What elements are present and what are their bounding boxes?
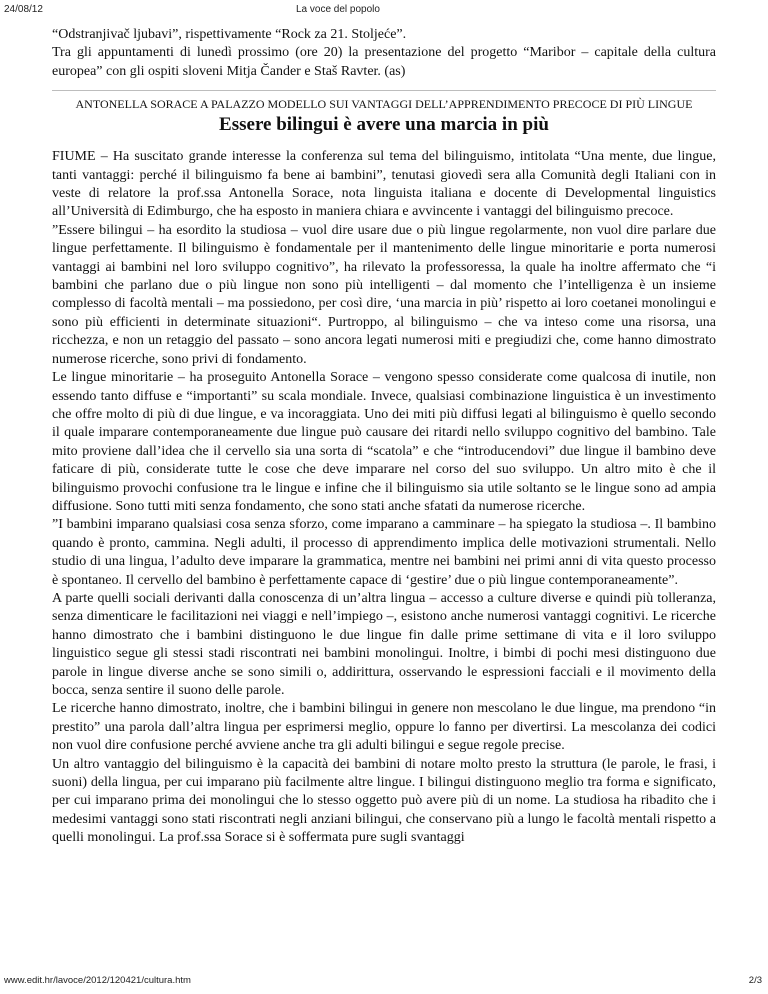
intro-paragraph-1: “Odstranjivač ljubavi”, rispettivamente “Rock za 21. Stoljeće”. xyxy=(52,27,407,42)
print-date: 24/08/12 xyxy=(4,4,43,15)
page-url: www.edit.hr/lavoce/2012/120421/cultura.htm xyxy=(4,975,191,986)
article-paragraph: ”Essere bilingui – ha esordito la studiosa – vuol dire usare due o più lingue regolarmente, non vuol dire parlare due lingue perfettamente. Il bilinguismo è fondamentale per il mantenimento delle lingue minoritarie e porta numerosi vantaggi ai bambini nel loro sviluppo cognitivo”, ha rilevato la professoressa, la quale ha inoltre affermato che “i bambini che parlano due o più lingue non sono più intelligenti – dal momento che l’intelligenza è un insieme complesso di facoltà mentali – ma possiedono, per così dire, ‘una marcia in più’ rispetto ai loro coetanei monolingui e sono più efficienti in determinate situazioni“. Purtroppo, al bilinguismo – che va inteso come una risorsa, una ricchezza, e non un retaggio del passato – sono ancora legati numerosi miti e pregiudizi che, come hanno dimostrato numerose ricerche, sono privi di fondamento. xyxy=(52,222,716,367)
page-content xyxy=(52,26,716,848)
article-kicker: ANTONELLA SORACE A PALAZZO MODELLO SUI VANTAGGI DELL’APPRENDIMENTO PRECOCE DI PIÙ LINGUE xyxy=(75,97,693,112)
article-paragraph: Le ricerche hanno dimostrato, inoltre, che i bambini bilingui in genere non mescolano le due lingue, ma prendono “in prestito” una parola dall’altra lingua per esprimersi meglio, oppure lo fanno per divertirsi. La mescolanza dei codici non vuol dire confusione perché avviene anche tra gli adulti bilingui e segue regole precise. xyxy=(52,701,716,754)
article-paragraph: FIUME – Ha suscitato grande interesse la conferenza sul tema del bilinguismo, intitolata “Una mente, due lingue, tanti vantaggi: perché il bilinguismo fa bene ai bambini”, tenutasi giovedì sera alla Comunità degli Italiani con in veste di relatore la prof.ssa Antonella Sorace, nota linguista italiana e docente di Developmental linguistics all’Università di Edimburgo, che ha esposto in maniera chiara e avvincente i vantaggi del bilinguismo precoce. xyxy=(52,149,716,220)
article-paragraph: Le lingue minoritarie – ha proseguito Antonella Sorace – vengono spesso considerate come qualcosa di inutile, non essendo tanto diffuse e “importanti” su scala mondiale. Invece, qualsiasi combinazione linguistica è un investimento che offre molto di più di due lingue, e va incoraggiata. Uno dei miti più diffusi legati al bilinguismo è quello secondo il quale imparare contemporaneamente due lingue può causare dei ritardi nello sviluppo cognitivo del bambino. Tale mito proviene dall’idea che il cervello sia una sorta di “scatola” e che “introducendovi” due lingue il bambino deve faticare di più, considerate tutte le cose che deve imparare nel corso del suo sviluppo. Un altro mito è che il bilinguismo provochi confusione tra le lingue e infine che il bilinguismo sia utile soltanto se le lingue sono ad ampia diffusione. Sono tutti miti senza fondamento, che sono stati anche sfatati da numerose ricerche. xyxy=(52,370,716,514)
intro-paragraph-2: Tra gli appuntamenti di lunedì prossimo (ore 20) la presentazione del progetto “Maribor – capitale della cultura europea” con gli ospiti sloveni Mitja Čander e Staš Ravter. (as) xyxy=(52,45,716,79)
article-paragraph: ”I bambini imparano qualsiasi cosa senza sforzo, come imparano a camminare – ha spiegato la studiosa –. Il bambino quando è pronto, cammina. Negli adulti, il processo di apprendimento implica delle motivazioni strumentali. Nello studio di una lingua, l’adulto deve imparare la grammatica, mentre nei bambini nei primi anni di vita questo processo è spontaneo. Il cervello del bambino è perfettamente capace di ‘gestire’ due o più lingue contemporaneamente”. xyxy=(52,517,716,588)
site-title: La voce del popolo xyxy=(296,4,380,15)
page-number: 2/3 xyxy=(748,975,762,986)
print-footer xyxy=(0,972,768,992)
article-paragraph: Un altro vantaggio del bilinguismo è la capacità dei bambini di notare molto presto la struttura (le parole, le frasi, i suoni) della lingua, per cui imparano più facilmente altre lingue. I bilingui distinguono meglio tra forma e significato, per cui imparano prima dei monolingui che lo stesso oggetto può avere più di un nome. La studiosa ha ribadito che i medesimi vantaggi sono stati riscontrati negli anziani bilingui, che conservano più a lungo le facoltà mentali rispetto a quelli monolingui. La prof.ssa Sorace si è soffermata pure sugli svantaggi xyxy=(52,756,716,846)
article-title: Essere bilingui è avere una marcia in più xyxy=(219,114,549,136)
article-paragraph: A parte quelli sociali derivanti dalla conoscenza di un’altra lingua – accesso a culture diverse e quindi più tolleranza, senza dimenticare le facilitazioni nei viaggi e nell’impiego –, esistono anche numerosi vantaggi cognitivi. Le ricerche hanno dimostrato che i bambini distinguono le due lingue fin dalle prime settimane di vita e il loro sviluppo linguistico segue gli stessi stadi riscontrati nei bambini monolingui. Inoltre, i bimbi di pochi mesi distinguono due parole in lingue diverse anche se sono simili o, addirittura, osservando le espressioni facciali e il movimento della bocca, senza sentire il suono delle parole. xyxy=(52,590,716,698)
section-divider xyxy=(52,90,716,91)
print-header xyxy=(0,0,768,24)
